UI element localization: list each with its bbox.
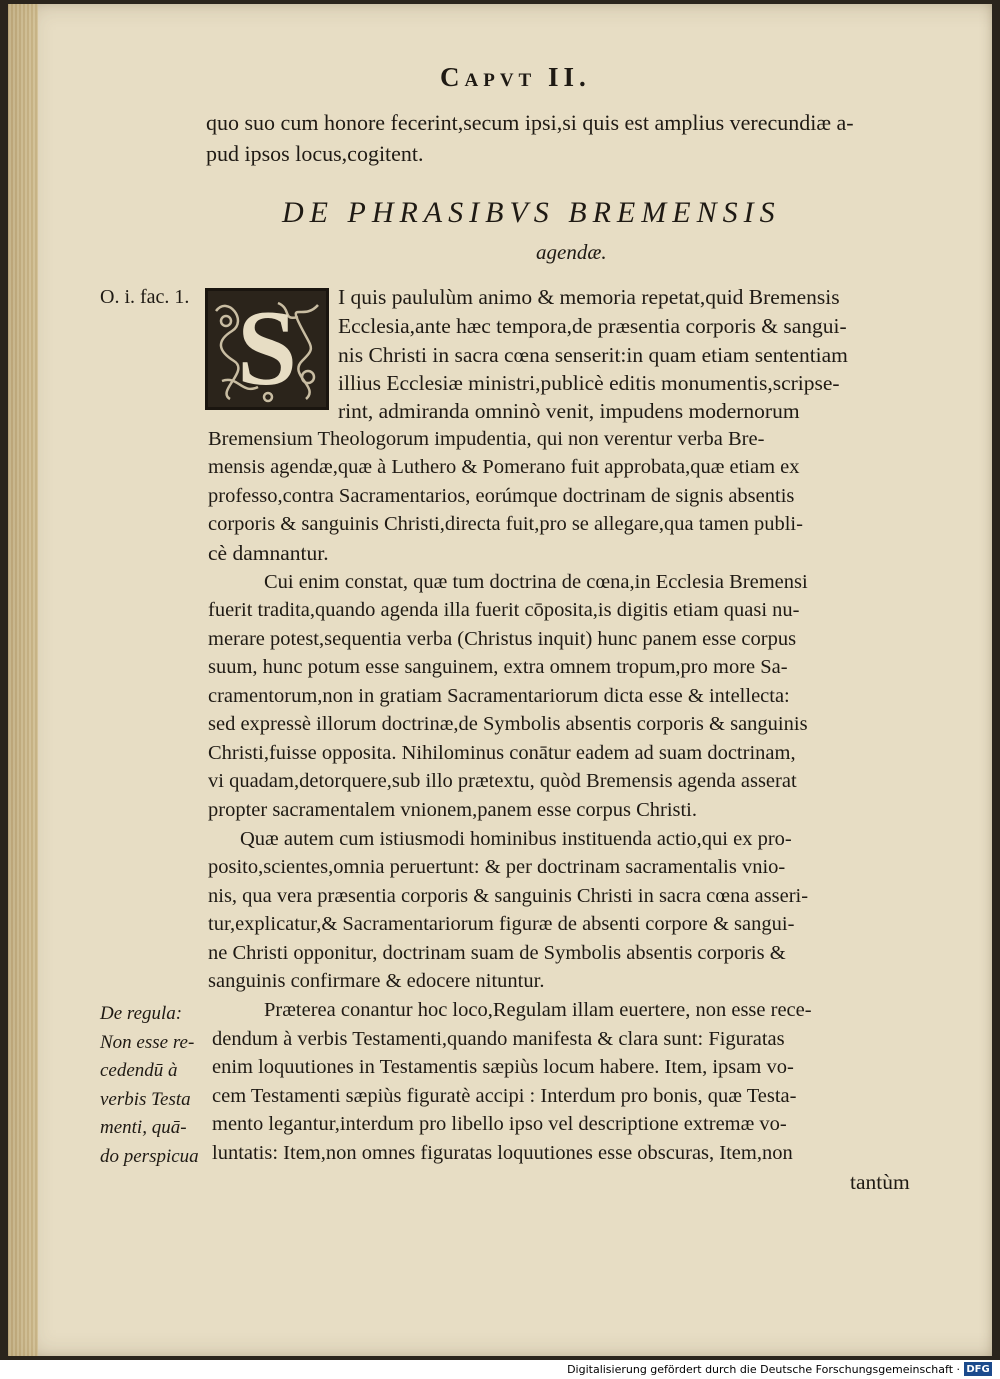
text-line: mensis agendæ,quæ à Luthero & Pomerano fuit approbata,quæ etiam ex xyxy=(208,456,800,478)
decorated-initial xyxy=(205,288,329,410)
section-title: DE PHRASIBVS BREMENSIS xyxy=(282,196,781,229)
text-line: professo,contra Sacramentarios, eorúmque doctrinam de signis absentis xyxy=(208,485,795,507)
text-line: fuerit tradita,quando agenda illa fuerit cōposita,is digitis etiam quasi nu- xyxy=(208,599,800,621)
dfg-logo-icon: DFG xyxy=(964,1362,992,1376)
text-line: merare potest,sequentia verba (Christus inquit) hunc panem esse corpus xyxy=(208,628,797,650)
text-line: propter sacramentalem vnionem,panem esse corpus Christi. xyxy=(208,799,698,821)
text-line: nis Christi in sacra cœna senserit:in quam etiam sententiam xyxy=(338,343,848,367)
text-line: pud ipsos locus,cogitent. xyxy=(206,141,424,166)
text-line: posito,scientes,omnia peruertunt: & per doctrinam sacramentalis vnio- xyxy=(208,856,786,878)
text-line: tur,explicatur,& Sacramentariorum figuræ de absenti corpore & sangui- xyxy=(208,913,795,935)
text-line: Ecclesia,ante hæc tempora,de præsentia corporis & sangui- xyxy=(338,314,847,338)
text-line: suum, hunc potum esse sanguinem, extra omnem tropum,pro more Sa- xyxy=(208,656,788,678)
text-line: ne Christi opponitur, doctrinam suam de Symbolis absentis corporis & xyxy=(208,942,786,964)
text-line: rint, admiranda omninò venit, impudens modernorum xyxy=(338,399,800,423)
text-line: Bremensium Theologorum impudentia, qui non verentur verba Bre- xyxy=(208,428,765,450)
text-line: enim loquutiones in Testamentis sæpiùs locum habere. Item, ipsam vo- xyxy=(212,1056,794,1078)
text-line: vi quadam,detorquere,sub illo prætextu, quòd Bremensis agenda asserat xyxy=(208,770,797,792)
text-line: mento legantur,interdum pro libello ipso vel descriptione extremæ vo- xyxy=(212,1113,787,1135)
text-line: Quæ autem cum istiusmodi hominibus instituenda actio,qui ex pro- xyxy=(240,828,792,850)
text-line: quo suo cum honore fecerint,secum ipsi,si quis est amplius verecundiæ a- xyxy=(206,110,854,135)
section-subtitle: agendæ. xyxy=(536,240,607,264)
margin-note-line: Non esse re- xyxy=(100,1032,195,1053)
page-edges xyxy=(8,4,38,1356)
text-line: dendum à verbis Testamenti,quando manifesta & clara sunt: Figuratas xyxy=(212,1028,785,1050)
text-line: corporis & sanguinis Christi,directa fuit,pro se allegare,qua tamen publi- xyxy=(208,513,803,535)
text-line: sed expressè illorum doctrinæ,de Symbolis absentis corporis & sanguinis xyxy=(208,713,808,735)
margin-note-line: De regula: xyxy=(100,1003,183,1024)
margin-note-line: verbis Testa xyxy=(100,1089,191,1110)
text-line: cem Testamenti sæpiùs figuratè accipi : Interdum pro bonis, quæ Testa- xyxy=(212,1085,797,1107)
text-line: I quis paululùm animo & memoria repetat,quid Bremensis xyxy=(338,285,840,309)
text-line: illius Ecclesiæ ministri,publicè editis monumentis,scripse- xyxy=(338,371,840,395)
margin-note-reference: O. i. fac. 1. xyxy=(100,286,190,308)
text-line: sanguinis confirmare & edocere nituntur. xyxy=(208,970,545,992)
chapter-header: Capvt II. xyxy=(440,62,591,92)
catchword: tantùm xyxy=(850,1170,910,1194)
margin-note-line: cedendū à xyxy=(100,1060,178,1081)
text-line: Christi,fuisse opposita. Nihilominus conātur eadem ad suam doctrinam, xyxy=(208,742,796,764)
text-line: cramentorum,non in gratiam Sacramentariorum dicta esse & intellecta: xyxy=(208,685,790,707)
text-line: nis, qua vera præsentia corporis & sanguinis Christi in sacra cœna asseri- xyxy=(208,885,809,907)
initial-letter: S xyxy=(236,289,298,408)
margin-note-line: menti, quā- xyxy=(100,1117,187,1138)
text-line: luntatis: Item,non omnes figuratas loquutiones esse obscuras, Item,non xyxy=(212,1142,793,1164)
text-line: Præterea conantur hoc loco,Regulam illam euertere, non esse rece- xyxy=(264,999,812,1021)
text-line: Cui enim constat, quæ tum doctrina de cœna,in Ecclesia Bremensi xyxy=(264,571,808,593)
text-line: cè damnantur. xyxy=(208,541,329,565)
funding-footer xyxy=(0,1360,1000,1379)
funding-credit: Digitalisierung gefördert durch die Deutsche Forschungsgemeinschaft · xyxy=(567,1363,960,1376)
margin-note-line: do perspicua xyxy=(100,1146,199,1167)
